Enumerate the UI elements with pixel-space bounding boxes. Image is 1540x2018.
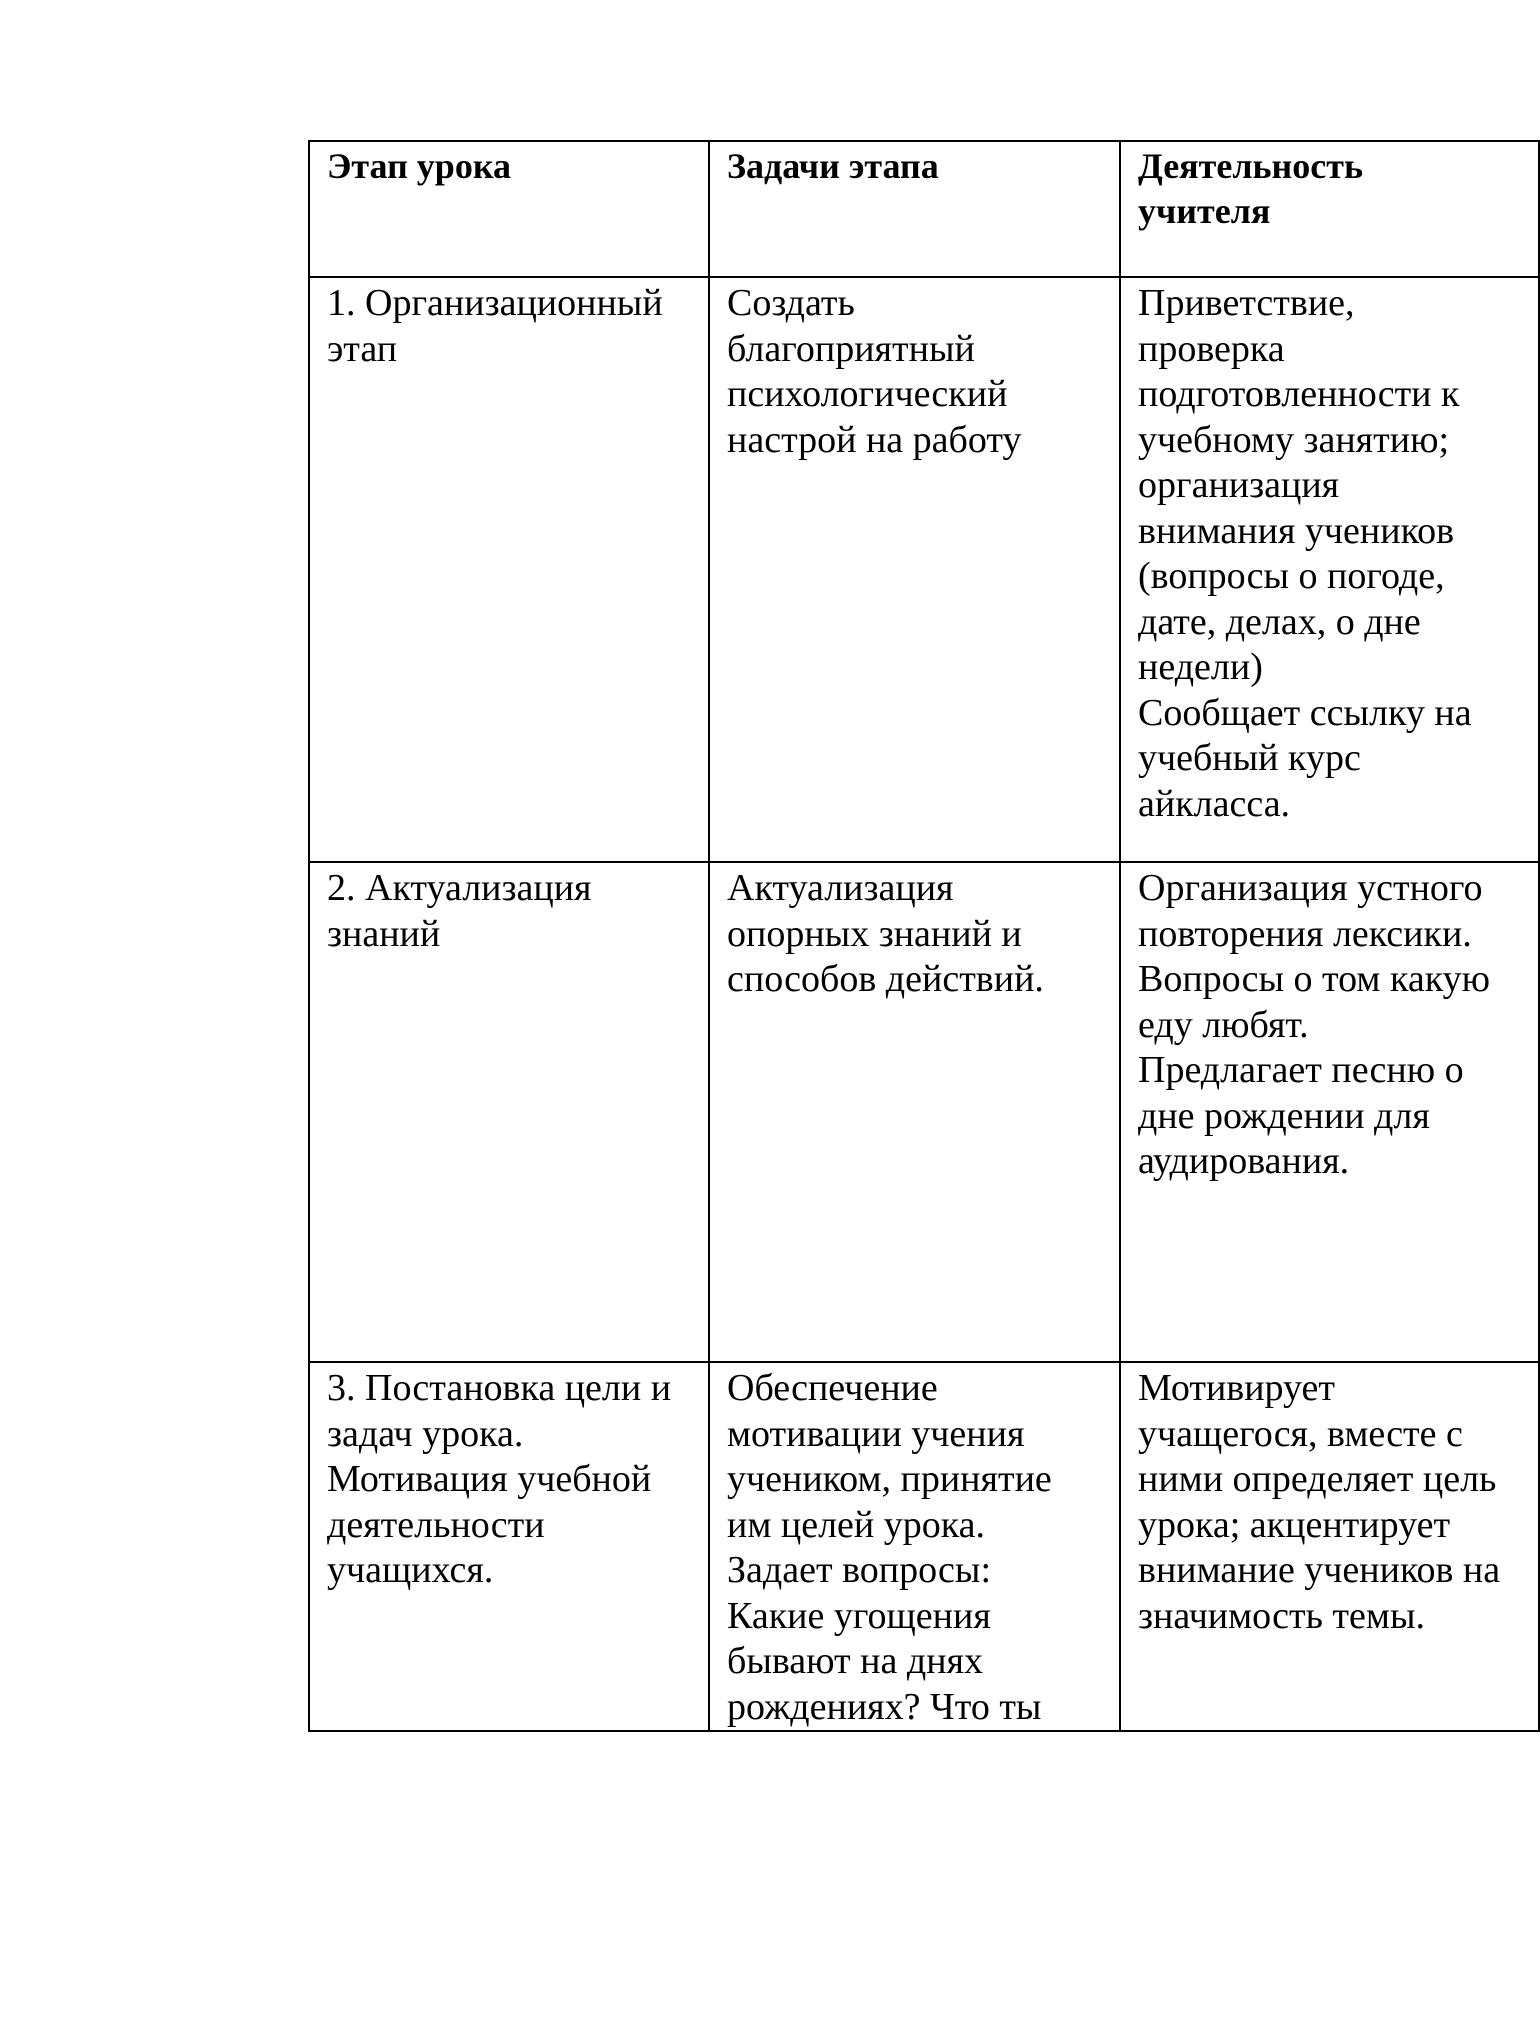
- header-stage: Этап урока: [309, 141, 709, 277]
- cell-stage: 2. Актуализация знаний: [309, 862, 709, 1362]
- table-row: [309, 277, 1539, 862]
- cell-teacher-activity: Мотивирует учащегося, вместе с ними определяет цель урока; акцентирует внимание учеников на значимость темы.: [1120, 1362, 1539, 1731]
- cell-teacher-activity: Приветствие, проверка подготовленности к учебному занятию; организация внимания учеников (вопросы о погоде, дате, делах, о дне недели) Сообщает ссылку на учебный курс айкласса.: [1120, 277, 1539, 862]
- cell-stage: 3. Постановка цели и задач урока. Мотивация учебной деятельности учащихся.: [309, 1362, 709, 1731]
- table-header-row: [309, 141, 1539, 277]
- cell-tasks: Создать благоприятный психологический настрой на работу: [709, 277, 1120, 862]
- cell-tasks: Актуализация опорных знаний и способов действий.: [709, 862, 1120, 1362]
- header-tasks: Задачи этапа: [709, 141, 1120, 277]
- cell-stage: 1. Организационный этап: [309, 277, 709, 862]
- header-teacher-activity: Деятельность учителя: [1120, 141, 1539, 277]
- table-row: [309, 1362, 1539, 1731]
- cell-teacher-activity: Организация устного повторения лексики. Вопросы о том какую еду любят. Предлагает песню о дне рождении для аудирования.: [1120, 862, 1539, 1362]
- cell-tasks: Обеспечение мотивации учения учеником, принятие им целей урока. Задает вопросы: Какие угощения бывают на днях рождениях? Что ты: [709, 1362, 1120, 1731]
- lesson-plan-table: [308, 140, 1540, 1732]
- table-row: [309, 862, 1539, 1362]
